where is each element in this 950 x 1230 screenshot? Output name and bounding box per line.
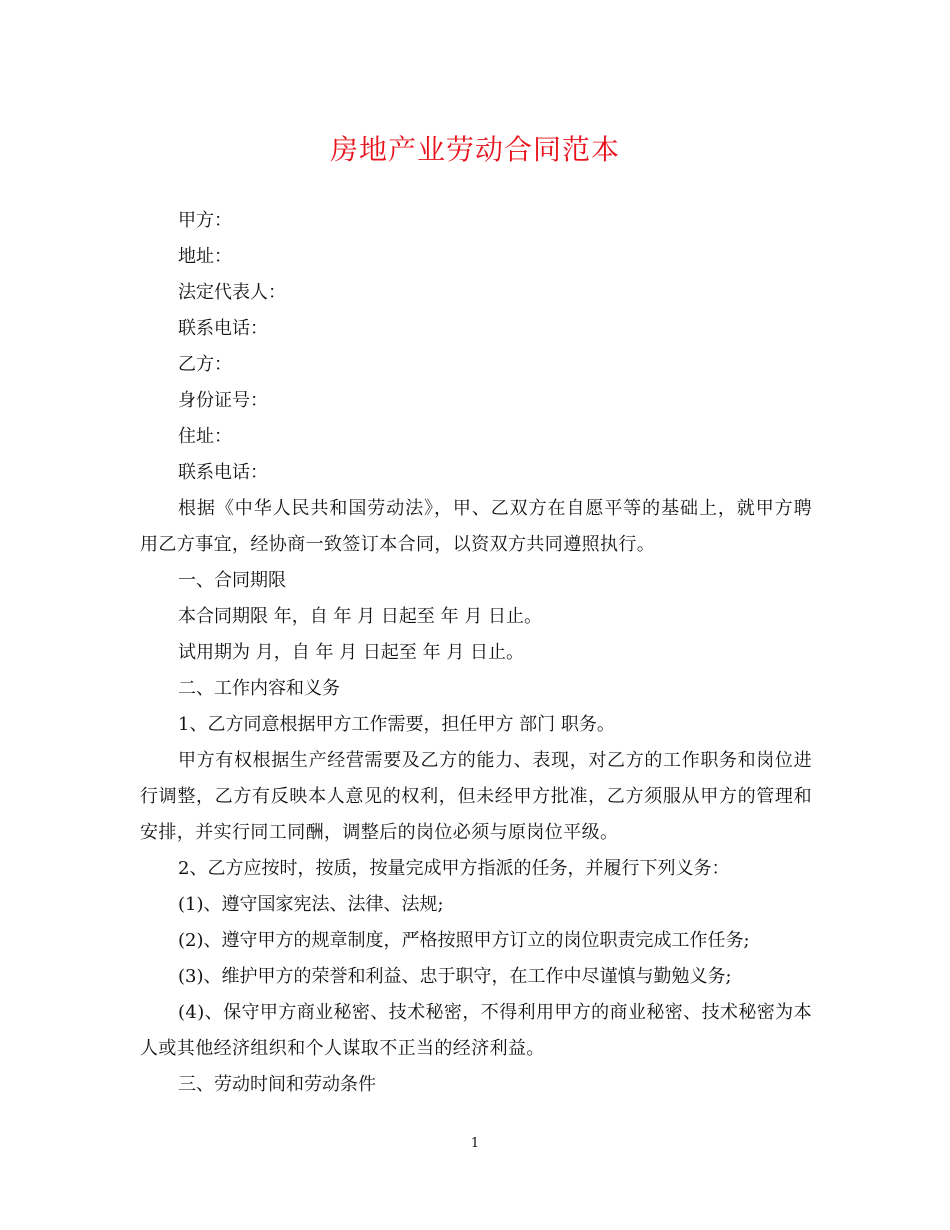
clause-item: 1、乙方同意根据甲方工作需要，担任甲方 部门 职务。 <box>178 714 615 735</box>
party-a-phone: 联系电话： <box>178 318 268 339</box>
probation-period: 试用期为 月，自 年 月 日起至 年 月 日止。 <box>178 642 525 663</box>
clause-item: 2、乙方应按时，按质，按量完成甲方指派的任务，并履行下列义务： <box>178 858 730 879</box>
document-body <box>140 203 812 1103</box>
section-heading: 二、工作内容和义务 <box>178 678 340 699</box>
section-heading: 一、合同期限 <box>178 570 286 591</box>
duty-item: (2)、遵守甲方的规章制度，严格按照甲方订立的岗位职责完成工作任务; <box>178 930 750 951</box>
duty-item: (1)、遵守国家宪法、法律、法规; <box>178 894 444 915</box>
document-title: 房地产业劳动合同范本 <box>329 133 620 166</box>
party-b-address: 住址： <box>178 426 232 447</box>
duty-item: (3)、维护甲方的荣誉和利益、忠于职守，在工作中尽谨慎与勤勉义务; <box>178 966 732 987</box>
page-number: 1 <box>470 1136 480 1151</box>
party-b-phone: 联系电话： <box>178 462 268 483</box>
preamble-paragraph: 根据《中华人民共和国劳动法》，甲、乙双方在自愿平等的基础上，就甲方聘用乙方事宜，经协商一致签订本合同，以资双方共同遵照执行。 <box>140 498 812 555</box>
contract-term: 本合同期限 年，自 年 月 日起至 年 月 日止。 <box>178 606 543 627</box>
party-a-label: 甲方： <box>178 210 232 231</box>
party-b-label: 乙方： <box>178 354 232 375</box>
clause-paragraph: 甲方有权根据生产经营需要及乙方的能力、表现，对乙方的工作职务和岗位进行调整，乙方有反映本人意见的权利，但未经甲方批准，乙方须服从甲方的管理和安排，并实行同工同酬，调整后的岗位必须与原岗位平级。 <box>140 750 812 843</box>
section-heading: 三、劳动时间和劳动条件 <box>178 1074 376 1095</box>
duty-item: (4)、保守甲方商业秘密、技术秘密，不得利用甲方的商业秘密、技术秘密为本人或其他经济组织和个人谋取不正当的经济利益。 <box>140 1002 812 1059</box>
party-a-representative: 法定代表人： <box>178 282 286 303</box>
party-b-id-number: 身份证号： <box>178 390 268 411</box>
party-a-address: 地址： <box>178 246 232 267</box>
